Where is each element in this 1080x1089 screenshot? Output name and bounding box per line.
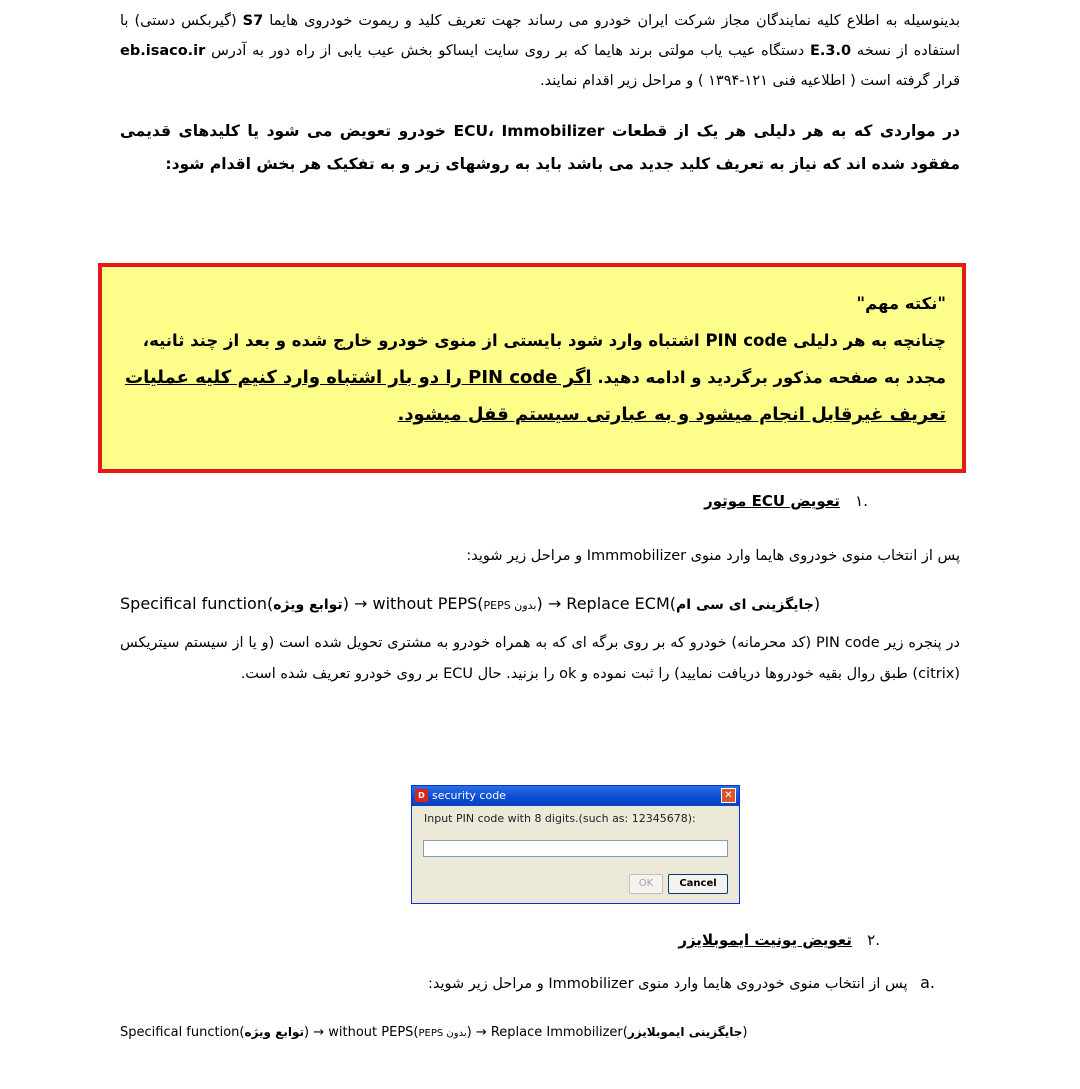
path2-part1: Specifical function(: [120, 1025, 245, 1040]
site-address: eb.isaco.ir: [120, 43, 206, 59]
section1-paragraph: در پنجره زیر PIN code (کد محرمانه) خودرو که بر روی برگه ای که به همراه خودرو به مشتری تحویل شده است (و یا از سیستم سیتریکس (citrix) طبق روال بقیه خودروها دریافت نمایید) را ثبت نموده و ok را بزنید. حال ECU بر روی خودرو تعریف شده است.: [120, 635, 960, 682]
bold-paragraph: در مواردی که به هر دلیلی هر یک از قطعات ECU، Immobilizer خودرو تعویض می شود یا کلیدهای قدیمی مفقود شده اند که نیاز به تعریف کلید جدید می باشد باید به روشهای زیر و به تفکیک هر بخش اقدام شود:: [120, 122, 960, 173]
note-text: چنانچه به هر دلیلی PIN code اشتباه وارد شود بایستی از منوی خودرو خارج شده و بعد از چند ثانیه، مجدد به صفحه مذکور برگردید و ادامه دهید.: [142, 331, 946, 387]
path1-part2-fa: PEPS بدون: [483, 599, 537, 612]
path2-part3-fa: جایگزینی ایموبلایزر: [627, 1025, 743, 1039]
ok-button[interactable]: OK: [629, 874, 663, 894]
section2-number: .۲: [867, 931, 880, 949]
path1-part1: Specifical function(: [120, 594, 274, 613]
path1-part1-fa: توابع ویژه: [273, 597, 343, 613]
note-underlined-text: اگر PIN code را دو بار اشتباه وارد کنیم کلیه عملیات تعریف غیرقابل انجام میشود و به عبارتی سیستم قفل میشود.: [124, 367, 946, 425]
section1-menu-path: [120, 594, 960, 613]
cancel-button[interactable]: Cancel: [668, 874, 728, 894]
section2-menu-path: [120, 1025, 960, 1040]
section1-instruction: پس از انتخاب منوی خودروی هایما وارد منوی Immmobilizer و مراحل زیر شوید:: [466, 548, 960, 564]
intro-text-1: بدینوسیله به اطلاع کلیه نمایندگان مجاز شرکت ایران خودرو می رساند جهت تعریف کلید و ریموت خودروی هایما: [269, 13, 961, 29]
intro-text-3: دستگاه عیب یاب مولتی برند هایما که بر روی سایت ایساکو بخش عیب یابی از راه دور به آدرس: [211, 43, 805, 59]
dialog-titlebar: [412, 786, 739, 806]
path2-part3: ) → Replace Immobilizer(: [466, 1025, 628, 1040]
pin-code-input[interactable]: [423, 840, 728, 857]
important-note-box: [98, 263, 966, 473]
dialog-title: security code: [432, 789, 506, 802]
intro-text-4: قرار گرفته است ( اطلاعیه فنی ۱۲۱-۱۳۹۴ ) و مراحل زیر اقدام نمایند.: [540, 73, 960, 89]
note-title: "نکته مهم": [856, 294, 946, 313]
path1-part4: ): [813, 594, 821, 613]
path2-part2-fa: PEPS بدون: [418, 1028, 467, 1039]
intro-paragraph: [120, 6, 960, 96]
section2-instruction: پس از انتخاب منوی خودروی هایما وارد منوی Immobilizer و مراحل زیر شوید:: [427, 976, 908, 992]
section1-heading: [704, 492, 868, 510]
security-code-dialog: [411, 785, 740, 904]
version-number: 3.0.E: [810, 43, 852, 59]
app-icon: D: [415, 789, 428, 802]
note-content: [122, 285, 946, 433]
path2-part2: ) → without PEPS(: [304, 1025, 419, 1040]
path2-part1-fa: توابع ویژه: [244, 1025, 305, 1039]
section2-heading: [678, 931, 880, 949]
intro-text-2: (گیربکس دستی) با استفاده از نسخه: [120, 13, 961, 59]
section1-title: تعویض ECU موتور: [704, 492, 840, 510]
model-name: S7: [242, 13, 264, 29]
section2-title: تعویض یونیت ایموبلایزر: [678, 931, 852, 949]
sub-letter: .a: [920, 973, 935, 992]
dialog-message: Input PIN code with 8 digits.(such as: 12345678):: [424, 812, 696, 825]
path1-part3-fa: جایگزینی ای سی ام: [676, 597, 814, 613]
path1-part2: ) → without PEPS(: [342, 594, 484, 613]
close-icon[interactable]: ✕: [721, 788, 736, 803]
section2-instruction-line: [428, 973, 935, 992]
path2-part4: ): [742, 1025, 748, 1040]
section1-number: .۱: [855, 492, 868, 510]
path1-part3: ) → Replace ECM(: [536, 594, 677, 613]
